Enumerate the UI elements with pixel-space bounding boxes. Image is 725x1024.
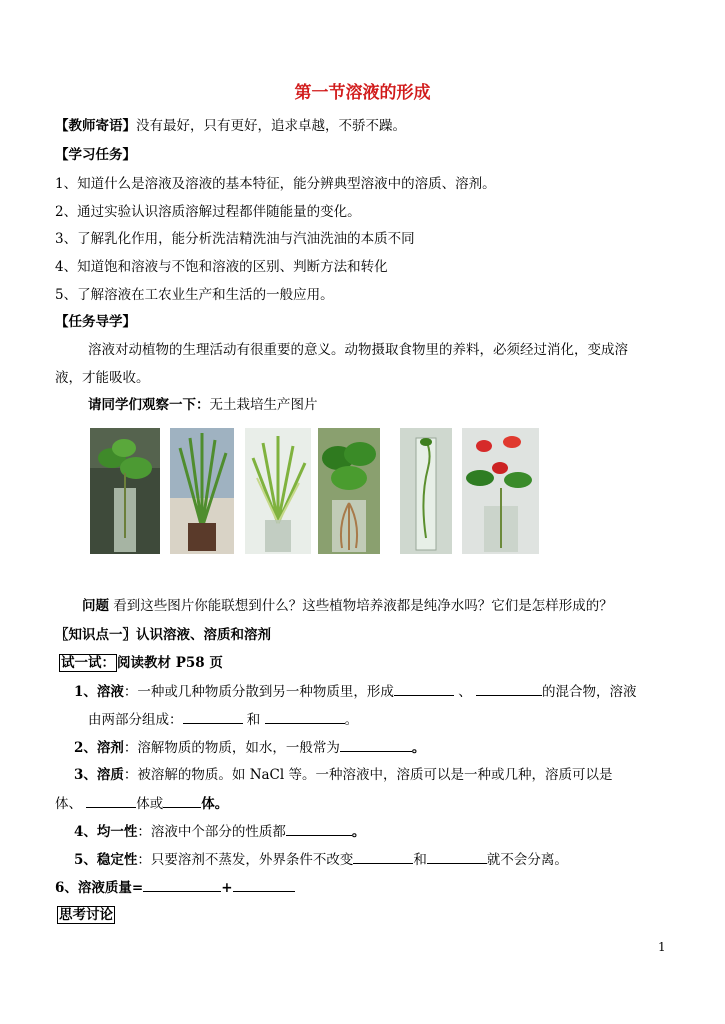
blank[interactable] (183, 710, 243, 724)
teacher-message (55, 117, 406, 135)
blank[interactable] (143, 878, 221, 892)
guide-heading: 【任务导学】 (55, 314, 136, 330)
item-2-text-a: ：溶解物质的物质，如水，一般常为 (123, 740, 340, 756)
hydroponic-photo-strip (90, 428, 550, 554)
item-4-text-b: 。 (351, 824, 366, 840)
item-2-text-b: 。 (411, 740, 426, 756)
blank[interactable] (340, 738, 412, 752)
item-6-plus: + (221, 880, 233, 896)
guide-paragraph-line2: 液，才能吸收。 (55, 370, 150, 386)
blank[interactable] (233, 878, 295, 892)
item-4-line (74, 822, 365, 841)
blank[interactable] (394, 682, 454, 696)
item-1-text-b: 、 (458, 684, 472, 700)
page-title: 第一节溶液的形成 (294, 83, 431, 103)
item-1-text-a: ：一种或几种物质分散到另一种物质里，形成 (123, 684, 394, 700)
item-3-text-b: 体、 (55, 796, 82, 812)
item-3-text-c: 体或 (136, 796, 164, 812)
item-3-text-d: 体。 (201, 796, 229, 812)
task-item-3: 3、了解乳化作用，能分析洗洁精洗油与汽油洗油的本质不同 (55, 231, 415, 247)
knowledge-point-1-heading: 〖知识点一〗认识溶液、溶质和溶剂 (55, 627, 271, 643)
item-5-text-c: 就不会分离。 (486, 852, 568, 868)
task-item-4: 4、知道饱和溶液与不饱和溶液的区别、判断方法和转化 (55, 259, 388, 275)
task-item-1: 1、知道什么是溶液及溶液的基本特征，能分辨典型溶液中的溶质、溶剂。 (55, 176, 496, 192)
discussion-label (57, 906, 115, 924)
item-1-text-d: 由两部分组成： (88, 712, 183, 728)
item-1-text-f: 。 (344, 712, 359, 728)
item-6-line (55, 878, 295, 897)
guide-paragraph-line1: 溶液对动植物的生理活动有很重要的意义。动物摄取食物里的养料，必须经过消化，变成溶 (88, 342, 628, 358)
item-3-text-a: ：被溶解的物质。如 NaCl 等。一种溶液中，溶质可以是一种或几种，溶质可以是 (123, 767, 613, 783)
item-1-text-c: 的混合物，溶液 (542, 684, 637, 700)
discussion-text: 思考讨论 (59, 907, 113, 923)
item-5-line (74, 850, 568, 869)
item-1-label: 1、溶液 (74, 684, 124, 700)
question-label: 问题 (82, 598, 109, 614)
plant-photo-3 (245, 428, 311, 554)
item-1-line1 (74, 682, 637, 701)
plant-photo-6 (462, 428, 539, 554)
observe-line (88, 396, 318, 414)
item-3-line2 (55, 794, 228, 813)
plant-photo-5 (400, 428, 452, 554)
item-6-label: 6、溶液质量= (55, 880, 144, 896)
plant-photo-1 (90, 428, 160, 554)
plant-photo-4 (318, 428, 380, 554)
teacher-message-text: 没有最好，只有更好，追求卓越，不骄不躁。 (136, 118, 406, 134)
blank[interactable] (86, 794, 136, 808)
observe-label: 请同学们观察一下： (88, 397, 210, 413)
try-label: 试一试： (61, 655, 115, 671)
blank[interactable] (427, 850, 487, 864)
task-item-2: 2、通过实验认识溶质溶解过程都伴随能量的变化。 (55, 204, 361, 220)
teacher-message-label: 【教师寄语】 (55, 118, 136, 134)
item-1-line2 (88, 710, 358, 729)
item-5-label: 5、稳定性 (74, 852, 138, 868)
try-line (59, 654, 223, 672)
blank[interactable] (476, 682, 542, 696)
page-number: 1 (658, 940, 666, 954)
item-2-line (74, 738, 425, 757)
blank[interactable] (286, 822, 352, 836)
item-3-line1 (74, 766, 613, 784)
plant-photo-2 (170, 428, 234, 554)
question-text: 看到这些图片你能联想到什么？这些植物培养液都是纯净水吗？它们是怎样形成的？ (113, 598, 613, 614)
blank[interactable] (163, 794, 201, 808)
item-4-label: 4、均一性 (74, 824, 138, 840)
blank[interactable] (353, 850, 413, 864)
task-item-5: 5、了解溶液在工农业生产和生活的一般应用。 (55, 287, 334, 303)
item-5-text-a: ：只要溶剂不蒸发，外界条件不改变 (137, 852, 354, 868)
question-line (82, 597, 613, 615)
observe-text: 无土栽培生产图片 (209, 397, 318, 413)
try-text: 阅读教材 P58 页 (117, 655, 223, 671)
item-2-label: 2、溶剂 (74, 740, 124, 756)
item-1-text-e: 和 (246, 712, 261, 728)
item-4-text-a: ：溶液中个部分的性质都 (137, 824, 286, 840)
item-5-text-b: 和 (413, 852, 427, 868)
blank[interactable] (265, 710, 345, 724)
item-3-label: 3、溶质 (74, 767, 124, 783)
tasks-heading: 【学习任务】 (55, 147, 136, 163)
